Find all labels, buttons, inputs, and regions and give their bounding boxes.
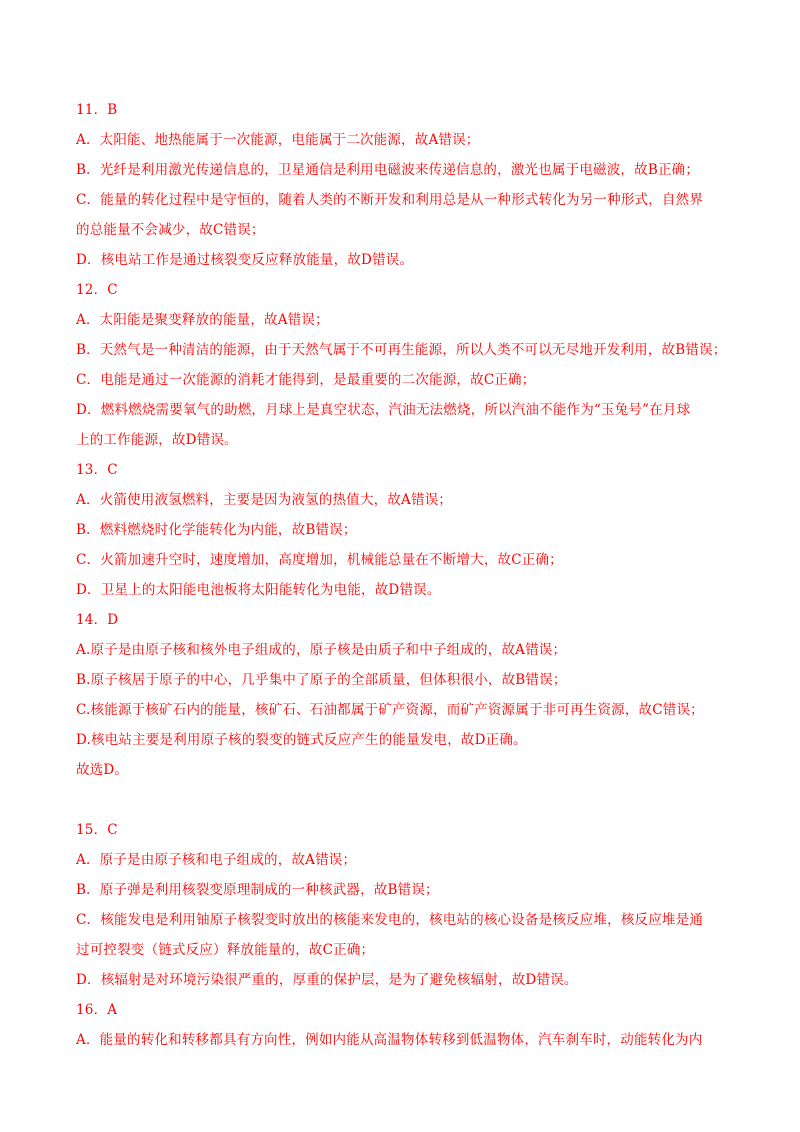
answer-13-option-c: C．火箭加速升空时，速度增加，高度增加，机械能总量在不断增大，故C正确； xyxy=(76,552,563,568)
answer-16-option-a: A．能量的转化和转移都具有方向性，例如内能从高温物体转移到低温物体，汽车刹车时，动能转化为内 xyxy=(76,1032,703,1048)
answer-14-option-a: A.原子是由原子核和核外电子组成的，原子核是由质子和中子组成的，故A错误； xyxy=(76,642,567,658)
answer-11-option-b: B．光纤是利用激光传递信息的，卫星通信是利用电磁波来传递信息的，激光也属于电磁波，故B正确； xyxy=(76,162,700,178)
answer-14-option-d: D.核电站主要是利用原子核的裂变的链式反应产生的能量发电，故D正确。 xyxy=(76,732,527,748)
answer-11-option-d: D．核电站工作是通过核裂变反应释放能量，故D错误。 xyxy=(76,252,414,268)
answer-15-option-b: B．原子弹是利用核裂变原理制成的一种核武器，故B错误； xyxy=(76,882,439,898)
answer-11-option-c-cont: 的总能量不会减少，故C错误； xyxy=(76,222,265,238)
answer-15-option-d: D．核辐射是对环境污染很严重的，厚重的保护层，是为了避免核辐射，故D错误。 xyxy=(76,972,578,988)
answer-12-option-d: D．燃料燃烧需要氧气的助燃，月球上是真空状态，汽油无法燃烧，所以汽油不能作为“玉兔号”在月球 xyxy=(76,402,691,418)
answer-15-heading: 15．C xyxy=(76,822,118,838)
answer-13-option-a: A．火箭使用液氢燃料，主要是因为液氢的热值大，故A错误； xyxy=(76,492,453,508)
answer-15-option-c-cont: 过可控裂变（链式反应）释放能量的，故C正确； xyxy=(76,942,375,958)
answer-12-heading: 12．C xyxy=(76,282,118,298)
answer-15-option-c: C．核能发电是利用铀原子核裂变时放出的核能来发电的，核电站的核心设备是核反应堆，核反应堆是通 xyxy=(76,912,704,928)
answer-11-option-a: A．太阳能、地热能属于一次能源，电能属于二次能源，故A错误； xyxy=(76,132,480,148)
answer-13-heading: 13．C xyxy=(76,462,118,478)
answer-12-option-a: A．太阳能是聚变释放的能量，故A错误； xyxy=(76,312,329,328)
answer-13-option-b: B．燃料燃烧时化学能转化为内能，故B错误； xyxy=(76,522,357,538)
answer-14-conclusion: 故选D。 xyxy=(76,762,129,778)
answer-14-heading: 14．D xyxy=(76,612,119,628)
answer-14-option-c: C.核能源于核矿石内的能量，核矿石、石油都属于矿产资源，而矿产资源属于非可再生资源，故C错误； xyxy=(76,702,704,718)
answer-11-heading: 11．B xyxy=(76,102,118,118)
answer-12-option-c: C．电能是通过一次能源的消耗才能得到，是最重要的二次能源，故C正确； xyxy=(76,372,536,388)
answer-15-option-a: A．原子是由原子核和电子组成的，故A错误； xyxy=(76,852,357,868)
answer-14-option-b: B.原子核居于原子的中心，几乎集中了原子的全部质量，但体积很小，故B错误； xyxy=(76,672,567,688)
answer-12-option-d-cont: 上的工作能源，故D错误。 xyxy=(76,432,238,448)
answer-11-option-c: C．能量的转化过程中是守恒的，随着人类的不断开发和利用总是从一种形式转化为另一种形式，自然界 xyxy=(76,192,704,208)
answer-12-option-b: B．天然气是一种清洁的能源，由于天然气属于不可再生能源，所以人类不可以无尽地开发利用，故B错误； xyxy=(76,342,727,358)
answer-16-heading: 16．A xyxy=(76,1002,118,1018)
answer-13-option-d: D．卫星上的太阳能电池板将太阳能转化为电能，故D错误。 xyxy=(76,582,441,598)
